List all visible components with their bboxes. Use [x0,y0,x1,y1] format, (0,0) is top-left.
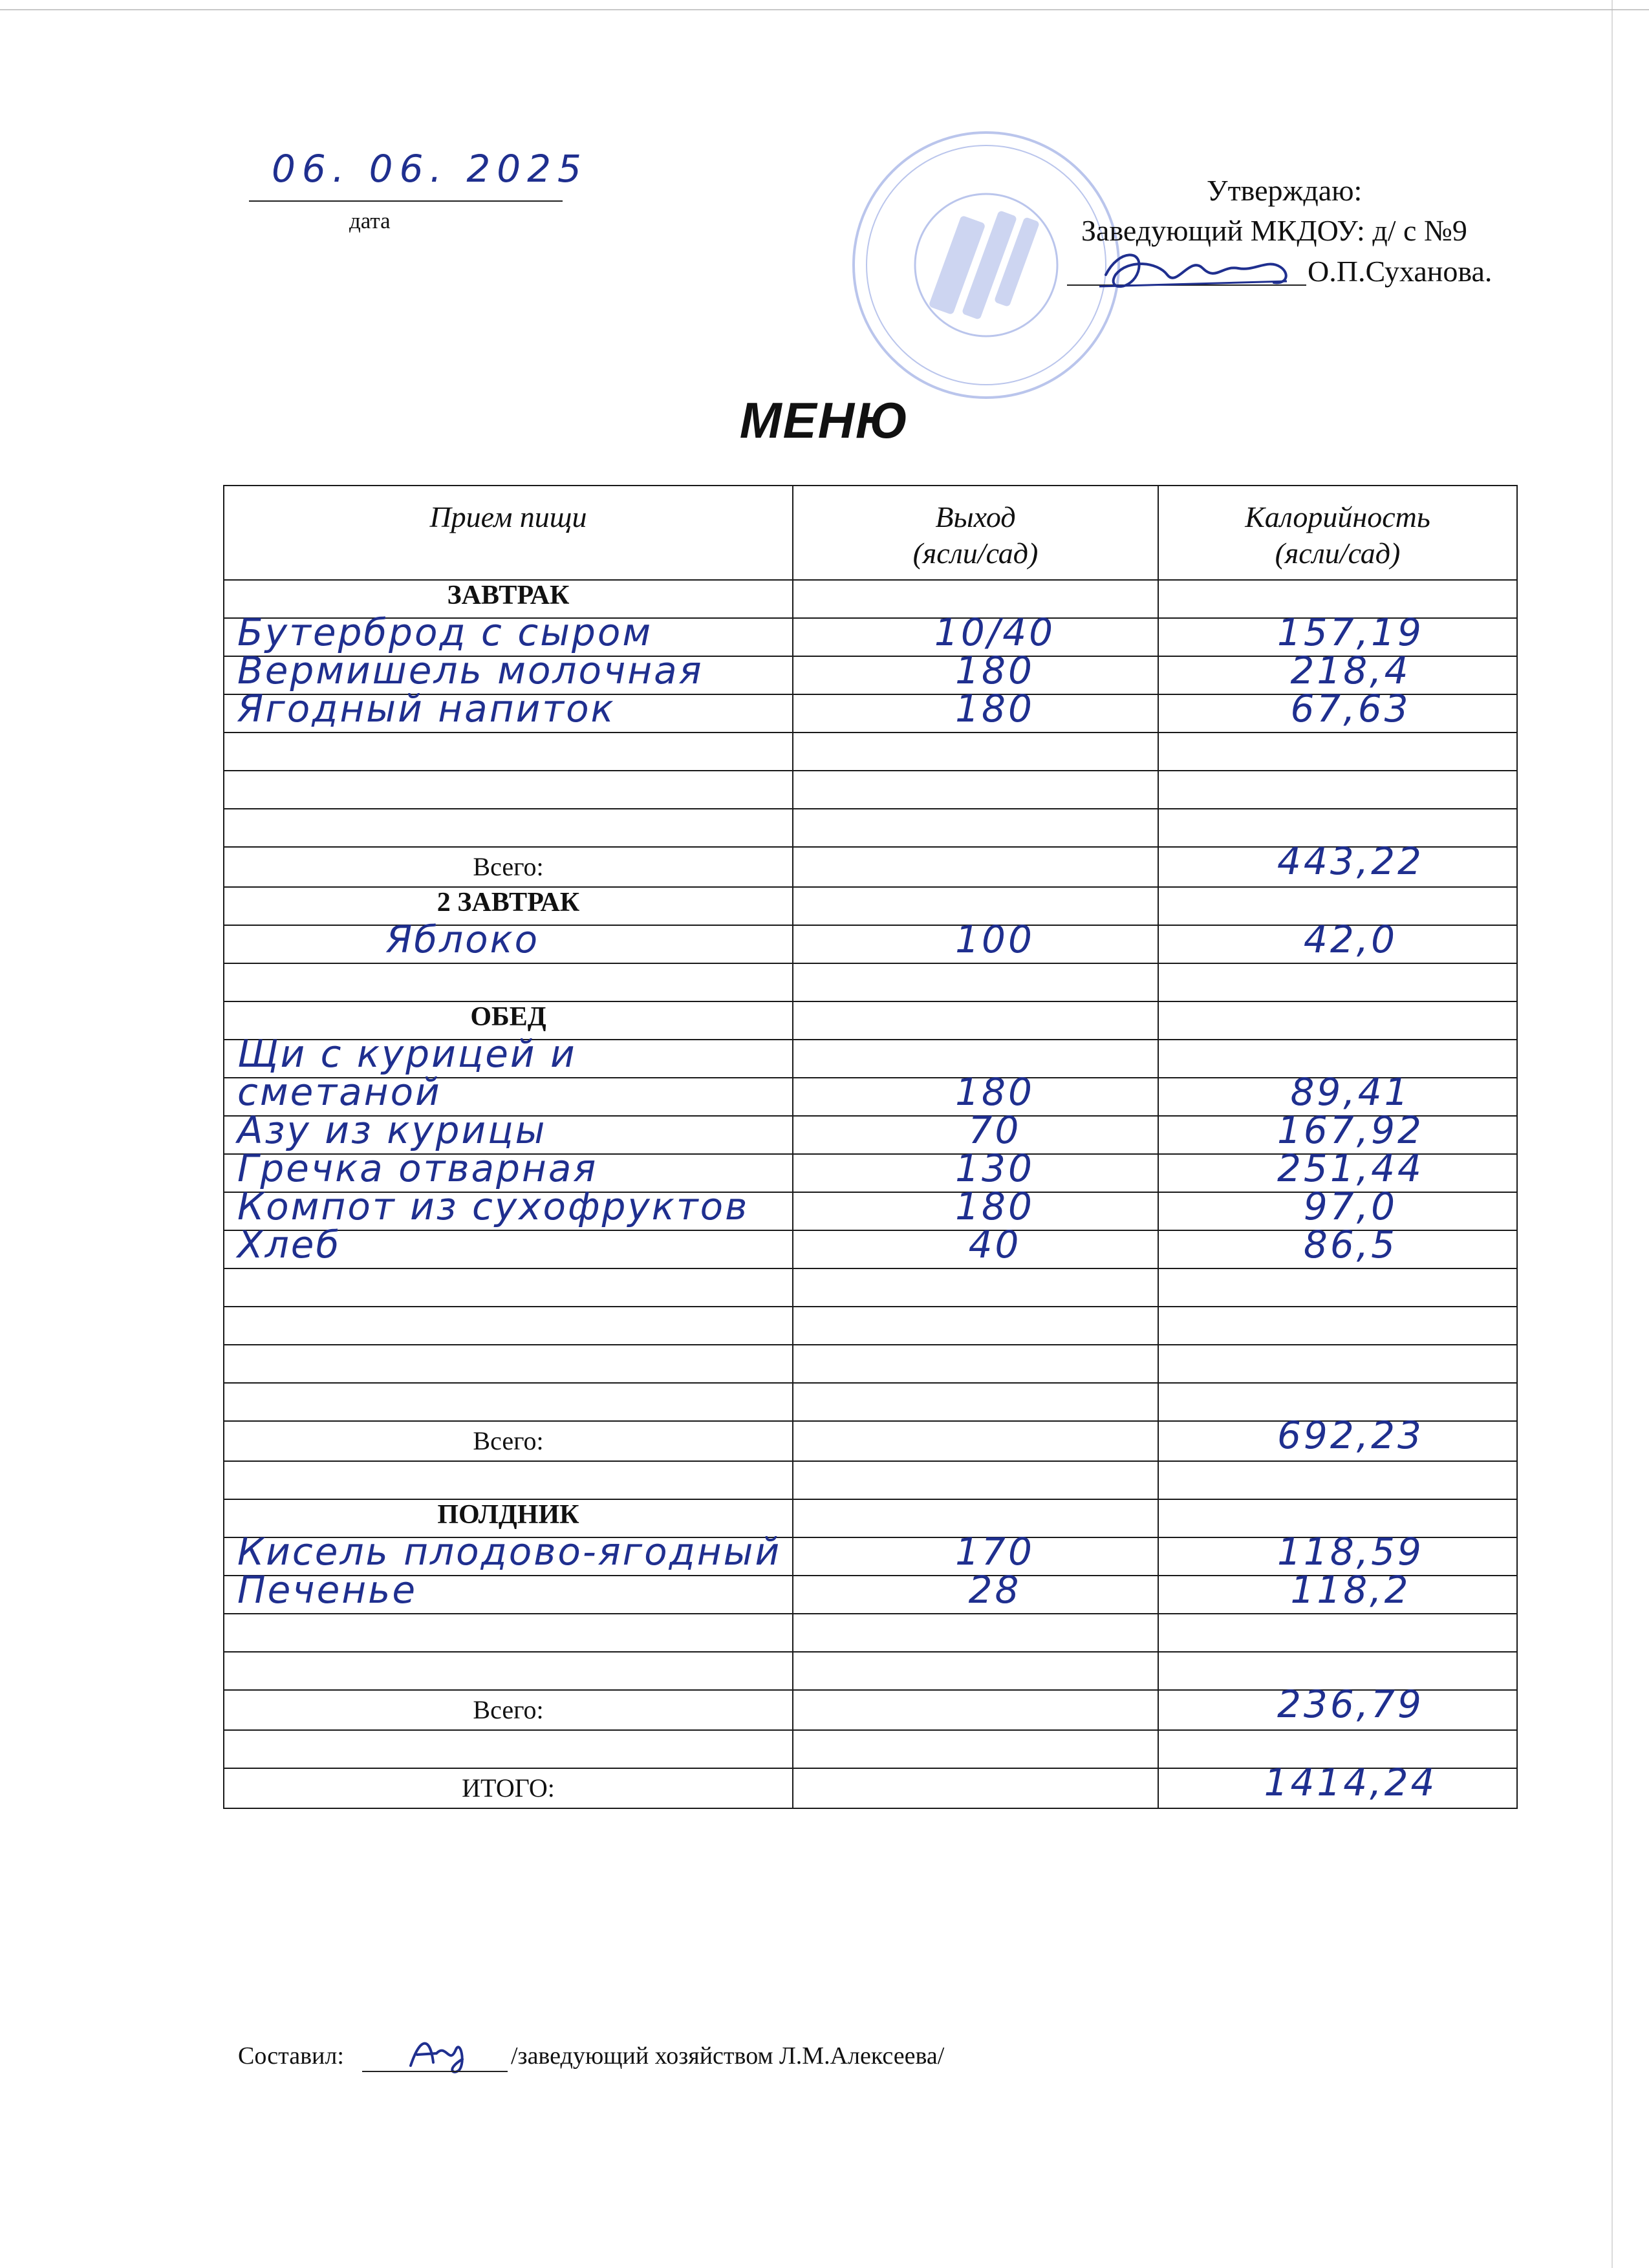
empty-row [224,733,1517,771]
item-yield: 70 [968,1108,1022,1152]
header-yield-line1: Выход [935,500,1016,533]
scan-edge-right [1611,0,1613,2268]
compiled-label: Составил: [238,2042,344,2070]
item-yield: 10/40 [934,610,1056,654]
item-name: Гречка отварная [237,1146,598,1190]
section-label-lunch: ОБЕД [224,1001,793,1040]
item-name: Яблоко [386,917,540,961]
item-yield: 170 [955,1530,1035,1574]
approve-position: Заведующий МКДОУ: д/ с №9 [1081,214,1467,247]
total-label-lunch: Всего: [224,1421,793,1461]
date-label: дата [349,208,391,233]
grand-total-value: 1414,24 [1264,1760,1438,1804]
empty-row [224,1268,1517,1307]
approve-title: Утверждаю: [1207,174,1363,207]
date-value: 06. 06. 2025 [272,147,588,191]
date-underline [249,200,563,202]
table-header-row [224,486,1517,580]
item-name: Бутерброд с сыром [237,610,653,654]
item-name: Компот из сухофруктов [237,1184,749,1228]
header-calories [1158,486,1517,580]
item-yield: 180 [955,1070,1035,1114]
header-calories-line2: (ясли/сад) [1275,537,1401,570]
empty-row [224,963,1517,1001]
item-calories: 157,19 [1277,610,1424,654]
item-calories: 118,59 [1277,1530,1424,1574]
item-name: Азу из курицы [237,1108,547,1152]
total-value-snack: 236,79 [1277,1682,1424,1726]
compiler-signature [401,2030,479,2075]
grand-total-label: ИТОГО: [224,1768,793,1808]
item-name: Кисель плодово-ягодный [237,1530,782,1574]
total-label-snack: Всего: [224,1690,793,1730]
item-name: Хлеб [237,1223,341,1267]
item-calories: 86,5 [1303,1223,1398,1267]
table-row [224,925,1517,963]
item-calories: 67,63 [1290,687,1411,731]
total-row-breakfast [224,847,1517,887]
round-stamp [841,120,1132,411]
item-yield: 40 [968,1223,1022,1267]
empty-row [224,1345,1517,1383]
empty-row [224,1307,1517,1345]
item-calories: 118,2 [1290,1568,1411,1612]
scan-edge-top [0,9,1649,10]
item-calories: 251,44 [1277,1146,1424,1190]
director-signature [1093,236,1306,307]
header-yield-line2: (ясли/сад) [912,537,1039,570]
section-label-second-breakfast: 2 ЗАВТРАК [224,887,793,925]
item-yield: 28 [968,1568,1022,1612]
page-title: МЕНЮ [739,392,910,449]
total-row-snack [224,1690,1517,1730]
table-row [224,1230,1517,1268]
total-value-breakfast: 443,22 [1277,839,1424,883]
total-value-lunch: 692,23 [1277,1413,1424,1457]
item-calories: 89,41 [1290,1070,1411,1114]
empty-row [224,771,1517,809]
total-row-lunch [224,1421,1517,1461]
item-yield: 180 [955,648,1035,692]
empty-row [224,1614,1517,1652]
compiled-role: /заведующий хозяйством Л.М.Алексеева/ [511,2042,945,2070]
header-calories-line1: Калорийность [1245,500,1430,533]
header-meal [224,486,793,580]
item-name: Вермишель молочная [237,648,704,692]
table-row [224,1576,1517,1614]
section-label-breakfast: ЗАВТРАК [224,580,793,618]
grand-total-row [224,1768,1517,1808]
item-calories: 167,92 [1277,1108,1424,1152]
item-name: Печенье [237,1568,418,1612]
item-yield: 180 [955,1184,1035,1228]
empty-row [224,1461,1517,1499]
total-label-breakfast: Всего: [224,847,793,887]
item-name: Щи с курицей и [237,1032,577,1076]
item-name: сметаной [237,1070,442,1114]
header-meal-text: Прием пищи [429,500,587,533]
table-row [224,694,1517,733]
item-calories: 97,0 [1303,1184,1398,1228]
item-yield: 130 [955,1146,1035,1190]
menu-table [223,485,1518,1809]
item-calories: 218,4 [1290,648,1411,692]
item-yield: 100 [955,917,1035,961]
item-name: Ягодный напиток [237,687,616,731]
header-yield [793,486,1158,580]
item-yield: 180 [955,687,1035,731]
compiler-signature-line [362,2071,508,2072]
approve-name: О.П.Суханова. [1308,255,1493,288]
section-label-snack: ПОЛДНИК [224,1499,793,1537]
item-calories: 42,0 [1303,917,1398,961]
